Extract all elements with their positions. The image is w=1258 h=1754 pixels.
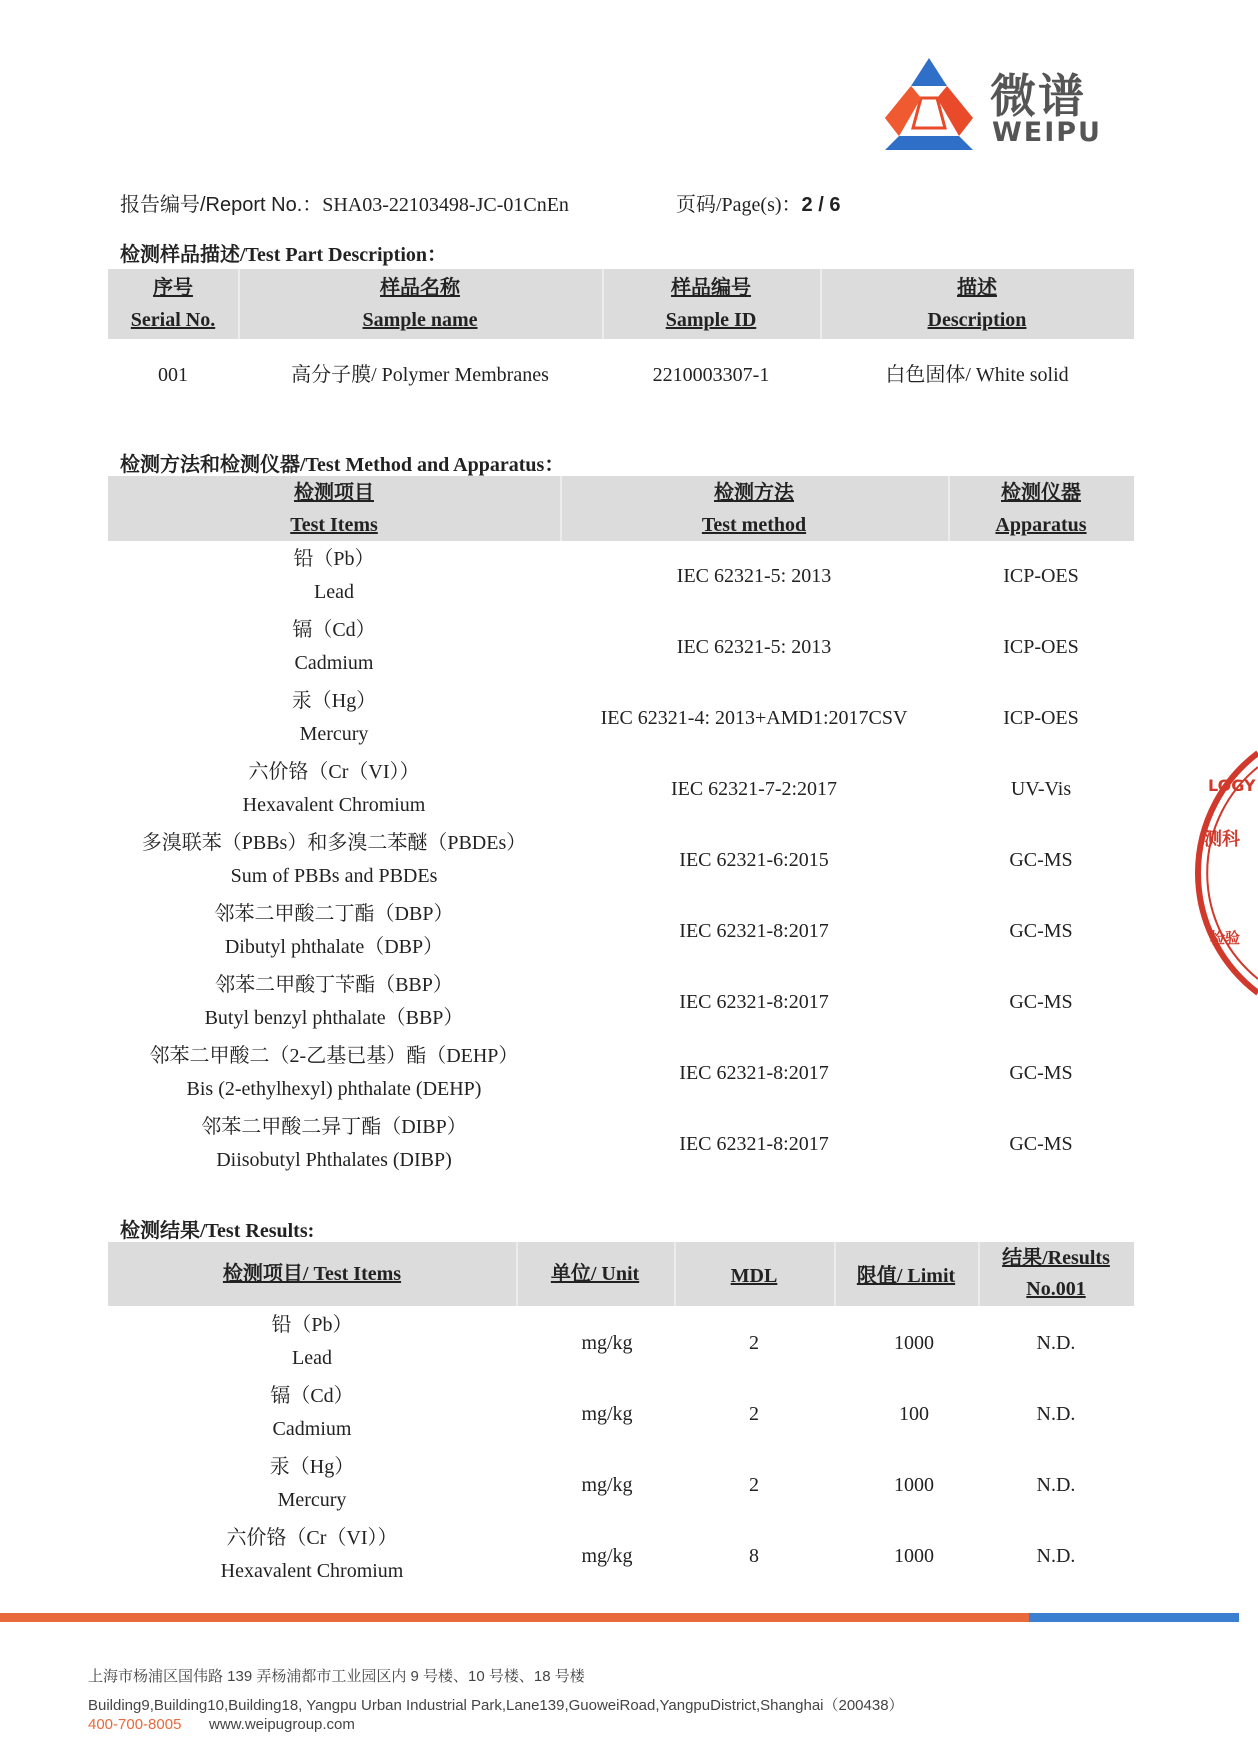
cell-item-cn: 镉（Cd） bbox=[270, 1385, 354, 1407]
method-header bbox=[108, 476, 1134, 541]
table-row bbox=[108, 898, 1134, 969]
cell-mdl: 2 bbox=[749, 1474, 759, 1496]
col-results-items: 检测项目/ Test Items bbox=[222, 1263, 402, 1285]
cell-apparatus: ICP-OES bbox=[1003, 636, 1079, 658]
footer-phone: 400-700-8005 bbox=[88, 1716, 182, 1733]
table-row bbox=[108, 543, 1134, 614]
table-row bbox=[108, 1111, 1134, 1182]
table-row bbox=[108, 1522, 1134, 1593]
col-limit: 限值/ Limit bbox=[856, 1265, 956, 1287]
cell-item-en: Mercury bbox=[277, 1489, 347, 1511]
cell-item-en: Bis (2-ethylhexyl) phthalate (DEHP) bbox=[186, 1078, 482, 1100]
col-sample-id-en: Sample ID bbox=[665, 309, 757, 331]
cell-method: IEC 62321-5: 2013 bbox=[676, 565, 832, 587]
part-description-header bbox=[108, 269, 1134, 339]
table-row bbox=[108, 685, 1134, 756]
cell-sample-id: 2210003307-1 bbox=[652, 364, 770, 386]
table-row bbox=[108, 1380, 1134, 1451]
cell-unit: mg/kg bbox=[581, 1474, 633, 1496]
cell-mdl: 2 bbox=[749, 1403, 759, 1425]
cell-apparatus: GC-MS bbox=[1009, 849, 1073, 871]
col-mdl: MDL bbox=[730, 1265, 778, 1287]
cell-apparatus: UV-Vis bbox=[1010, 778, 1072, 800]
footer-blue-bar bbox=[1029, 1613, 1239, 1622]
col-test-items-cn: 检测项目 bbox=[294, 482, 374, 504]
page-label: 页码/Page(s)： bbox=[676, 194, 802, 216]
cell-item-cn: 六价铬（Cr（VI）） bbox=[226, 1527, 398, 1549]
col-serial-en: Serial No. bbox=[130, 309, 216, 331]
table-row bbox=[108, 1309, 1134, 1380]
report-label: 报告编号/Report No.： bbox=[120, 194, 323, 216]
cell-item-cn: 邻苯二甲酸二（2-乙基已基）酯（DEHP） bbox=[149, 1045, 519, 1067]
footer-address-cn: 上海市杨浦区国伟路 139 弄杨浦都市工业园区内 9 号楼、10 号楼、18 号楼 bbox=[88, 1668, 585, 1685]
report-number bbox=[120, 188, 569, 217]
cell-method: IEC 62321-8:2017 bbox=[679, 1062, 829, 1084]
cell-item-cn: 邻苯二甲酸丁苄酯（BBP） bbox=[215, 974, 453, 996]
stamp-text-3: 检验 bbox=[1210, 929, 1241, 947]
cell-apparatus: GC-MS bbox=[1009, 991, 1073, 1013]
cell-item-en: Hexavalent Chromium bbox=[242, 794, 426, 816]
cell-item-cn: 镉（Cd） bbox=[292, 619, 376, 641]
cell-apparatus: GC-MS bbox=[1009, 920, 1073, 942]
cell-item-en: Lead bbox=[314, 581, 354, 603]
cell-apparatus: ICP-OES bbox=[1003, 565, 1079, 587]
cell-apparatus: GC-MS bbox=[1009, 1133, 1073, 1155]
cell-item-cn: 汞（Hg） bbox=[291, 690, 377, 712]
cell-item-en: Mercury bbox=[299, 723, 369, 745]
col-sample-id-cn: 样品编号 bbox=[671, 277, 751, 299]
section-title-part-description: 检测样品描述/Test Part Description： bbox=[120, 244, 448, 266]
cell-item-en: Hexavalent Chromium bbox=[220, 1560, 404, 1582]
weipu-logo-icon bbox=[885, 58, 973, 150]
cell-item-en: Lead bbox=[292, 1347, 332, 1369]
cell-item-en: Diisobutyl Phthalates (DIBP) bbox=[216, 1149, 452, 1171]
col-test-items-en: Test Items bbox=[290, 514, 378, 536]
results-header bbox=[108, 1242, 1134, 1306]
cell-apparatus: GC-MS bbox=[1009, 1062, 1073, 1084]
col-description-en: Description bbox=[927, 309, 1027, 331]
cell-item-cn: 邻苯二甲酸二丁酯（DBP） bbox=[214, 903, 454, 925]
section-title-method: 检测方法和检测仪器/Test Method and Apparatus： bbox=[120, 454, 565, 476]
cell-serial: 001 bbox=[158, 364, 188, 386]
cell-result: N.D. bbox=[1036, 1474, 1076, 1496]
cell-item-cn: 铅（Pb） bbox=[271, 1314, 353, 1336]
col-unit: 单位/ Unit bbox=[550, 1263, 640, 1285]
red-seal-stamp-icon bbox=[1198, 745, 1258, 1000]
cell-item-cn: 铅（Pb） bbox=[293, 548, 375, 570]
cell-unit: mg/kg bbox=[581, 1403, 633, 1425]
col-test-method-cn: 检测方法 bbox=[714, 482, 794, 504]
cell-description: 白色固体/ White solid bbox=[885, 364, 1069, 386]
cell-result: N.D. bbox=[1036, 1545, 1076, 1567]
stamp-text-1: LOGY bbox=[1208, 776, 1256, 795]
cell-apparatus: ICP-OES bbox=[1003, 707, 1079, 729]
table-row bbox=[108, 969, 1134, 1040]
section-title-results: 检测结果/Test Results: bbox=[120, 1220, 315, 1242]
col-description-cn: 描述 bbox=[957, 277, 997, 299]
cell-method: IEC 62321-8:2017 bbox=[679, 1133, 829, 1155]
col-serial-cn: 序号 bbox=[153, 277, 193, 299]
cell-item-en: Sum of PBBs and PBDEs bbox=[230, 865, 438, 887]
cell-item-cn: 邻苯二甲酸二异丁酯（DIBP） bbox=[201, 1116, 467, 1138]
footer-orange-bar bbox=[0, 1613, 1029, 1622]
cell-item-en: Butyl benzyl phthalate（BBP） bbox=[204, 1007, 464, 1029]
cell-result: N.D. bbox=[1036, 1403, 1076, 1425]
table-row bbox=[108, 827, 1134, 898]
col-test-method-en: Test method bbox=[701, 514, 807, 536]
cell-item-cn: 六价铬（Cr（VI）） bbox=[248, 761, 420, 783]
cell-limit: 1000 bbox=[894, 1332, 934, 1354]
cell-limit: 1000 bbox=[894, 1545, 934, 1567]
cell-method: IEC 62321-7-2:2017 bbox=[670, 778, 838, 800]
cell-mdl: 2 bbox=[749, 1332, 759, 1354]
col-apparatus-en: Apparatus bbox=[995, 514, 1087, 536]
table-row bbox=[108, 1451, 1134, 1522]
stamp-text-2: 测科 bbox=[1204, 829, 1240, 850]
cell-mdl: 8 bbox=[749, 1545, 759, 1567]
table-row bbox=[108, 756, 1134, 827]
table-row bbox=[108, 1040, 1134, 1111]
cell-method: IEC 62321-6:2015 bbox=[679, 849, 829, 871]
cell-limit: 100 bbox=[899, 1403, 929, 1425]
cell-result: N.D. bbox=[1036, 1332, 1076, 1354]
cell-unit: mg/kg bbox=[581, 1545, 633, 1567]
cell-method: IEC 62321-8:2017 bbox=[679, 991, 829, 1013]
footer-website[interactable]: www.weipugroup.com bbox=[209, 1716, 355, 1733]
cell-item-cn: 汞（Hg） bbox=[269, 1456, 355, 1478]
col-result-title: 结果/Results bbox=[1002, 1247, 1110, 1269]
cell-sample-name: 高分子膜/ Polymer Membranes bbox=[291, 364, 549, 386]
cell-item-en: Cadmium bbox=[294, 652, 374, 674]
cell-method: IEC 62321-4: 2013+AMD1:2017CSV bbox=[600, 707, 908, 729]
cell-item-en: Cadmium bbox=[272, 1418, 352, 1440]
col-sample-name-cn: 样品名称 bbox=[380, 277, 460, 299]
cell-limit: 1000 bbox=[894, 1474, 934, 1496]
cell-item-en: Dibutyl phthalate（DBP） bbox=[224, 936, 444, 958]
col-result-sample: No.001 bbox=[1026, 1278, 1086, 1300]
page-indicator bbox=[676, 188, 840, 217]
footer-address-en: Building9,Building10,Building18, Yangpu Urban Industrial Park,Lane139,GuoweiRoad,YangpuDistrict,Shanghai（200438） bbox=[88, 1697, 904, 1714]
col-apparatus-cn: 检测仪器 bbox=[1001, 482, 1081, 504]
logo-name-cn: 微谱 bbox=[990, 69, 1086, 123]
logo-name-en: WEIPU bbox=[992, 117, 1102, 148]
cell-unit: mg/kg bbox=[581, 1332, 633, 1354]
cell-item-cn: 多溴联苯（PBBs）和多溴二苯醚（PBDEs） bbox=[141, 832, 527, 854]
table-row bbox=[108, 359, 1134, 392]
report-value: SHA03-22103498-JC-01CnEn bbox=[322, 194, 569, 216]
cell-method: IEC 62321-8:2017 bbox=[679, 920, 829, 942]
cell-method: IEC 62321-5: 2013 bbox=[676, 636, 832, 658]
table-row bbox=[108, 614, 1134, 685]
page-value: 2 / 6 bbox=[801, 194, 841, 216]
col-sample-name-en: Sample name bbox=[362, 309, 478, 331]
